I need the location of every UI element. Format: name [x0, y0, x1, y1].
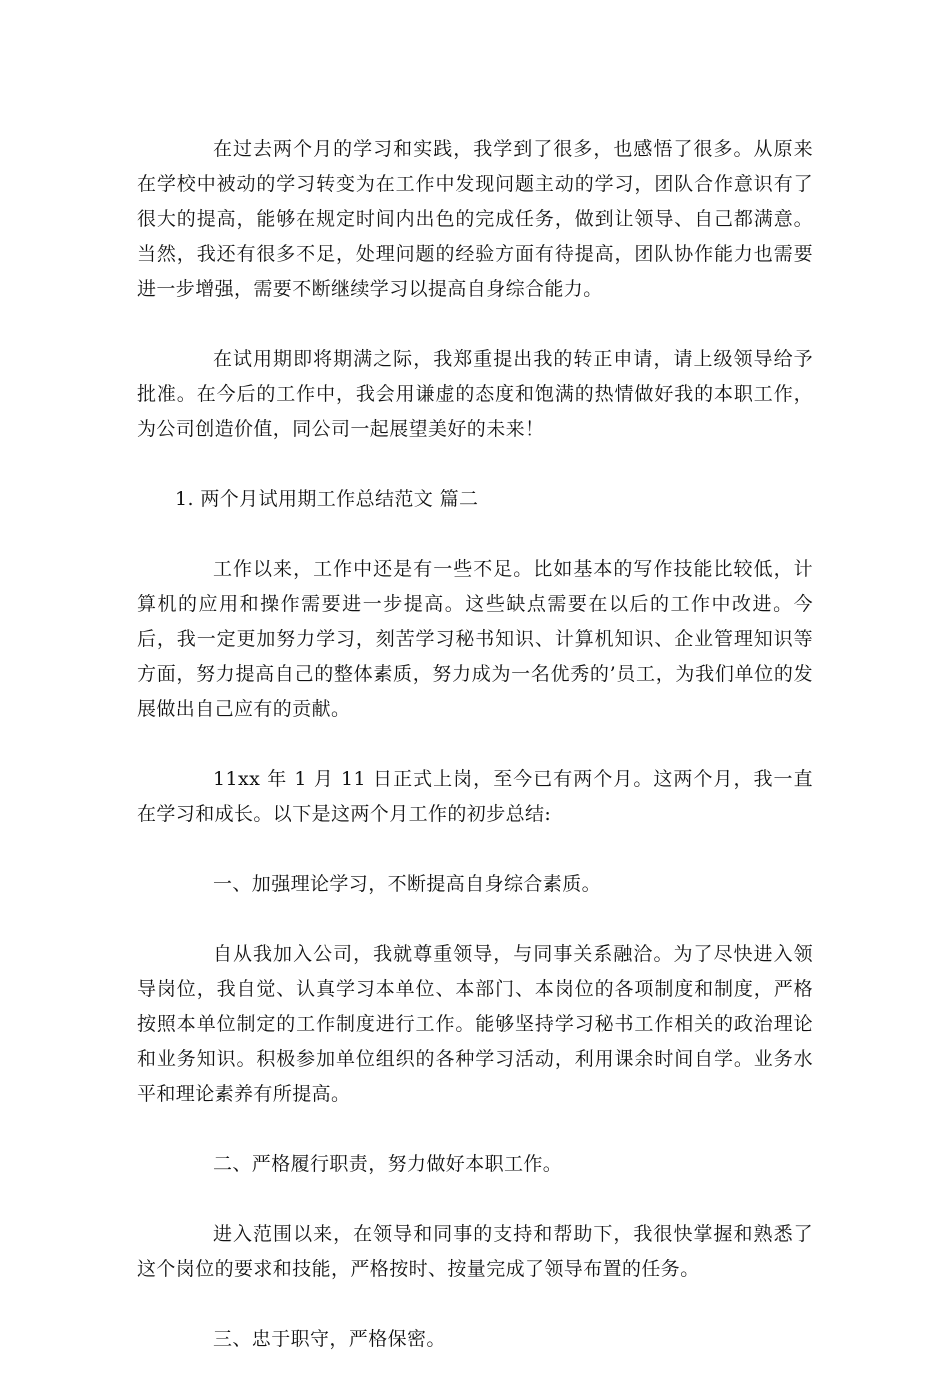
subheading-confidentiality: 三、忠于职守，严格保密。: [213, 1328, 446, 1350]
subheading-duties: 二、严格履行职责，努力做好本职工作。: [213, 1153, 563, 1175]
paragraph-shortcomings: 工作以来，工作中还是有一些不足。比如基本的写作技能比较低，计算机的应用和操作需要进一步提高。这些缺点需要在以后的工作中改进。今后，我一定更加努力学习，刻苦学习秘书知识、计算机知识、企业管理知识等方面，努力提高自己的整体素质，努力成为一名优秀的’员工，为我们单位的发展做出自己应有的贡献。: [137, 558, 813, 720]
paragraph-theory-details: 自从我加入公司，我就尊重领导，与同事关系融洽。为了尽快进入领导岗位，我自觉、认真学习本单位、本部门、本岗位的各项制度和制度，严格按照本单位制定的工作制度进行工作。能够坚持学习秘书工作相关的政治理论和业务知识。积极参加单位组织的各种学习活动，利用课余时间自学。业务水平和理论素养有所提高。: [137, 943, 813, 1105]
paragraph-duties-details: 进入范围以来，在领导和同事的支持和帮助下，我很快掌握和熟悉了这个岗位的要求和技能，严格按时、按量完成了领导布置的任务。: [137, 1223, 813, 1280]
document-body: [137, 132, 813, 1392]
paragraph-reflection: 在过去两个月的学习和实践，我学到了很多，也感悟了很多。从原来在学校中被动的学习转变为在工作中发现问题主动的学习，团队合作意识有了很大的提高，能够在规定时间内出色的完成任务，做到让领导、自己都满意。当然，我还有很多不足，处理问题的经验方面有待提高，团队协作能力也需要进一步增强，需要不断继续学习以提高自身综合能力。: [137, 138, 813, 300]
subheading-theory: 一、加强理论学习，不断提高自身综合素质。: [213, 873, 602, 895]
paragraph-application: 在试用期即将期满之际，我郑重提出我的转正申请，请上级领导给予批准。在今后的工作中，我会用谦虚的态度和饱满的热情做好我的本职工作，为公司创造价值，同公司一起展望美好的未来！: [137, 348, 813, 440]
paragraph-start-date: 11xx 年 1 月 11 日正式上岗，至今已有两个月。这两个月，我一直在学习和成长。以下是这两个月工作的初步总结:: [137, 768, 813, 825]
section-heading: 1. 两个月试用期工作总结范文 篇二: [175, 488, 479, 510]
